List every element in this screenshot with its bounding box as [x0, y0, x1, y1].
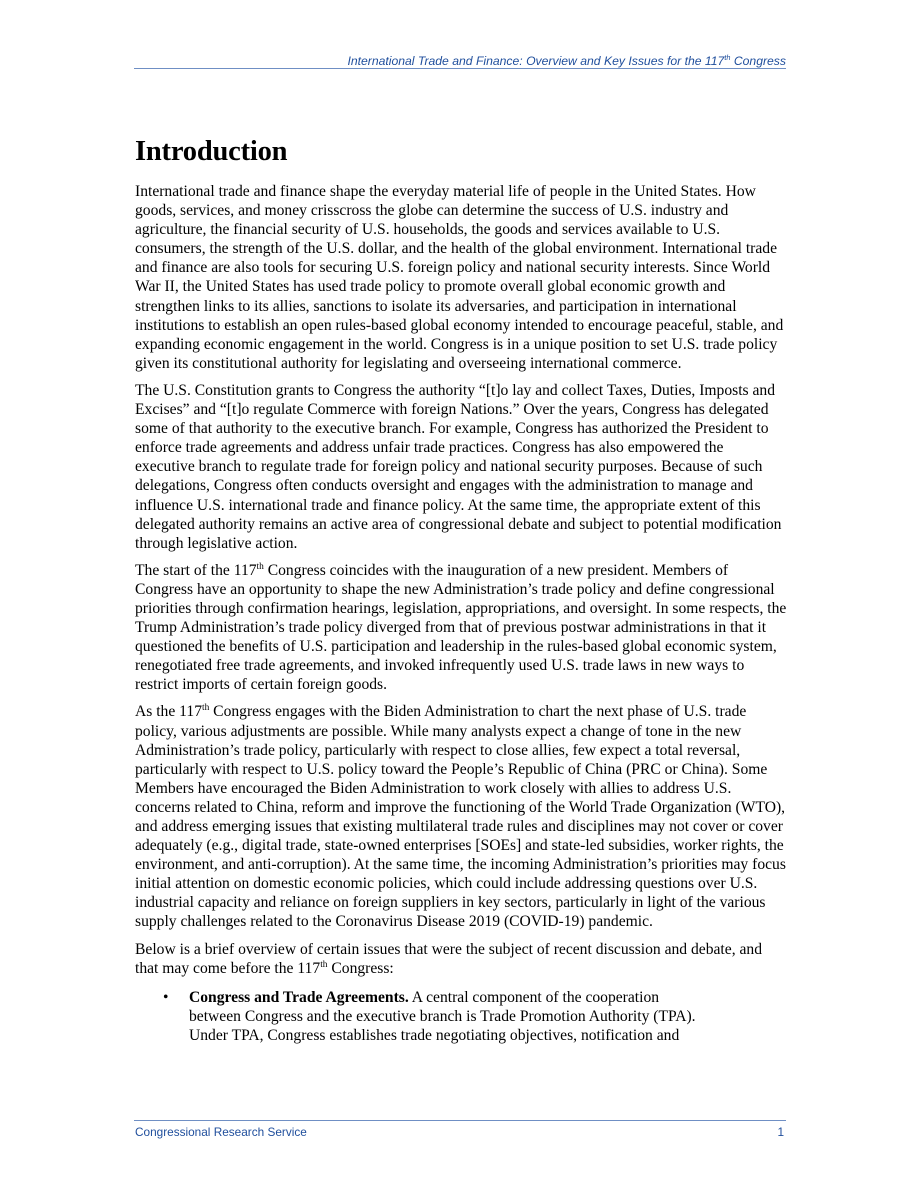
paragraph-3-rest: Congress coincides with the inauguration of a new president. Members of Congress have an opportunity to shape the new Administration’s trade policy and define congressional priorities through confirmation hearings, legislation, appropriations, and oversight. In some respects, the Trump Administration’s trade policy diverged from that of previous postwar administrations in that it questioned the benefits of U.S. participation and leadership in the rules-based global economic system, renegotiated free trade agreements, and invoked infrequently used U.S. trade laws in new ways to restrict imports of certain foreign goods.: [135, 561, 787, 694]
paragraph-5-start: Below is a brief overview of certain issues that were the subject of recent discussion and debate, and that may come before the 117: [135, 940, 763, 977]
paragraph-4-rest: Congress engages with the Biden Administration to chart the next phase of U.S. trade policy, various adjustments are possible. While many analysts expect a change of tone in the new Administration’s trade policy, particularly with respect to close allies, few expect a total reversal, particularly with respect to U.S. policy toward the People’s Republic of China (PRC or China). Some Members have encouraged the Biden Administration to work closely with allies to address U.S. concerns related to China, reform and improve the functioning of the World Trade Organization (WTO), and address emerging issues that existing multilateral trade rules and disciplines may not cover or cover adequately (e.g., digital trade, state-owned enterprises [SOEs] and state-led subsidies, worker rights, the environment, and anti-corruption). At the same time, the incoming Administration’s priorities may focus initial attention on domestic economic policies, which could include addressing questions over U.S. industrial capacity and reliance on foreign suppliers in key sectors, particularly in light of the various supply challenges related to the Coronavirus Disease 2019 (COVID-19) pandemic.: [135, 703, 786, 931]
running-header: [134, 54, 786, 68]
bullet-icon: •: [163, 988, 169, 1006]
footer-rule: [134, 1120, 786, 1121]
header-title-main: International Trade and Finance: Overview and Key Issues for the 117: [347, 54, 725, 68]
paragraph-4: [135, 702, 787, 931]
paragraph-3-sup: th: [256, 561, 264, 572]
paragraph-4-sup: th: [202, 703, 210, 714]
bullet-lead: Congress and Trade Agreements.: [189, 988, 409, 1006]
paragraph-3: [135, 561, 787, 695]
page-content: [135, 136, 787, 1045]
issue-list: [135, 988, 787, 1045]
paragraph-1: International trade and finance shape the everyday material life of people in the United States. How goods, services, and money crisscross the globe can determine the success of U.S. industry and agriculture, the financial security of U.S. households, the goods and services available to U.S. consumers, the strength of the U.S. dollar, and the health of the global environment. International trade and finance are also tools for securing U.S. foreign policy and national security interests. Since World War II, the United States has used trade policy to promote overall global economic growth and strengthen links to its allies, sanctions to isolate its adversaries, and participation in international institutions to establish an open rules-based global economy intended to encourage peaceful, stable, and expanding economic engagement in the world. Congress is in a unique position to set U.S. trade policy given its constitutional authority for legislating and overseeing international commerce.: [135, 183, 784, 372]
page-number: 1: [777, 1125, 784, 1139]
bullet-text-1: A central component of the cooperation: [408, 988, 660, 1006]
section-title: Introduction: [135, 136, 288, 167]
bullet-line-2: between Congress and the executive branch is Trade Promotion Authority (TPA).: [189, 1007, 696, 1025]
bullet-line-3: Under TPA, Congress establishes trade negotiating objectives, notification and: [189, 1026, 680, 1044]
paragraph-2: The U.S. Constitution grants to Congress the authority “[t]o lay and collect Taxes, Duties, Imposts and Excises” and “[t]o regulate Commerce with foreign Nations.” Over the years, Congress has delegated some of that authority to the executive branch. For example, Congress has authorized the President to enforce trade agreements and address unfair trade practices. Congress has also empowered the executive branch to regulate trade for foreign policy and national security purposes. Because of such delegations, Congress often conducts oversight and engages with the administration to manage and influence U.S. international trade and finance policy. At the same time, the appropriate extent of this delegated authority remains an active area of congressional debate and subject to potential modification through legislative action.: [135, 381, 782, 552]
paragraph-5-sup: th: [320, 959, 328, 970]
footer-source: Congressional Research Service: [135, 1125, 307, 1139]
paragraph-5-rest: Congress:: [327, 959, 394, 977]
paragraph-3-start: The start of the 117: [135, 561, 257, 579]
list-item: [135, 988, 787, 1045]
header-rule: [134, 68, 786, 69]
paragraph-4-start: As the 117: [135, 703, 202, 721]
bullet-line-1: [189, 988, 787, 1007]
header-title-sup: th: [724, 52, 731, 62]
header-title-end: Congress: [730, 54, 786, 68]
paragraph-5: [135, 940, 787, 978]
